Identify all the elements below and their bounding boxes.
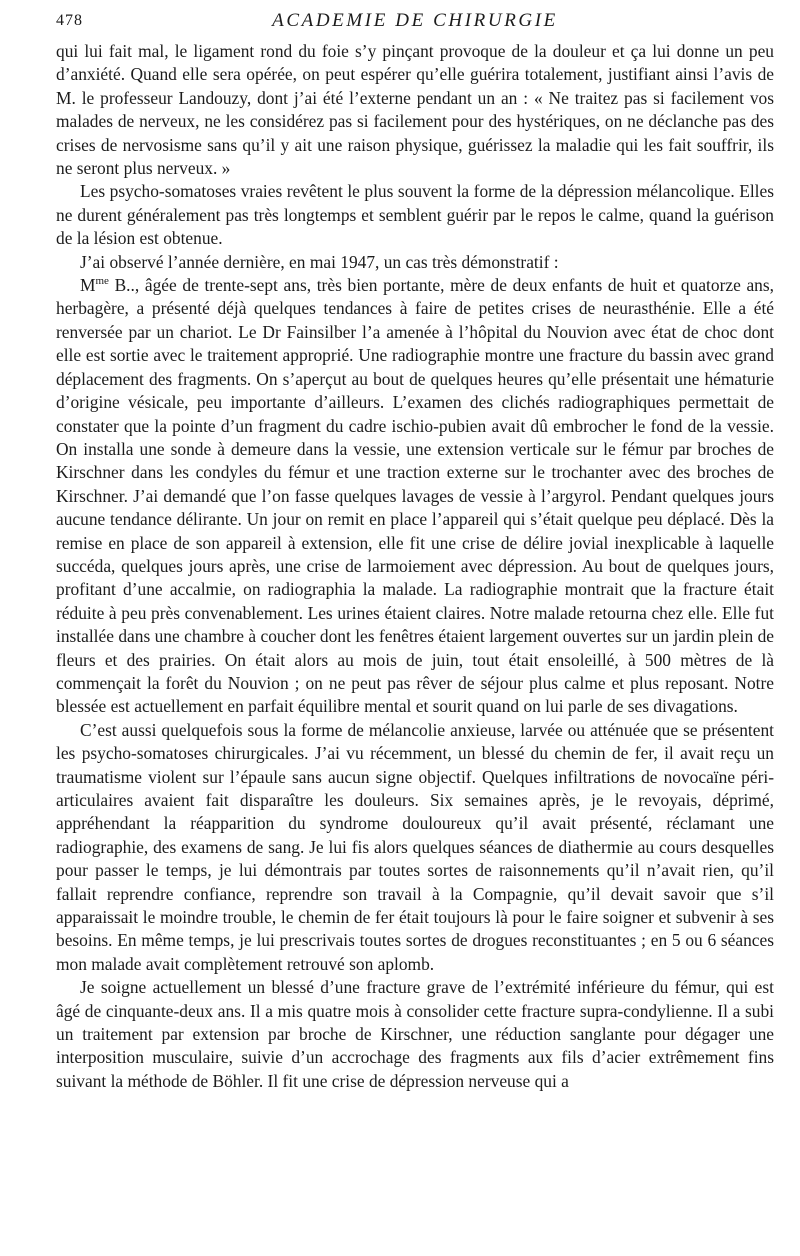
paragraph: J’ai observé l’année dernière, en mai 1947, un cas très démonstratif : bbox=[80, 251, 559, 272]
paragraph: Je soigne actuellement un blessé d’une fracture grave de l’extrémité inférieure du fémur, qui est âgé de cinquante-deux ans. Il a mis quatre mois à consolider cette fracture supra-condylienne. Il a subi un traitement par extension par broche de Kirschner, une réduction sanglante pour dégager une interposition musculaire, suivie d’un accrochage des fragments aux fils d’acier extrêmement fins suivant la méthode de Böhler. Il fit une crise de dépression nerveuse qui a bbox=[56, 977, 774, 1091]
honorific-superscript: me bbox=[95, 275, 109, 288]
body-text bbox=[56, 40, 774, 1093]
paragraph: C’est aussi quelquefois sous la forme de mélancolie anxieuse, larvée ou atténuée que se présentent les psycho-somatoses chirurgicales. J’ai vu récemment, un blessé du chemin de fer, il avait reçu un traumatisme violent sur l’épaule sans aucun signe objectif. Quelques infiltrations de novocaïne péri-articulaires avaient fait disparaître les douleurs. Six semaines après, je le revoyais, déprimé, appréhendant la réapparition du syndrome douloureux qu’il avait présenté, réclamant une radiographie, des examens de sang. Je lui fis alors quelques séances de diathermie au cours desquelles pour passer le temps, je lui démontrais par toutes sortes de raisonnements qu’il n’avait rien, qu’il fallait reprendre confiance, reprendre son travail à la Compagnie, qu’il devait savoir que s’il apparaissait le moindre trouble, le chemin de fer était toujours là pour le faire soigner et subvenir à ses besoins. En même temps, je lui prescrivais toutes sortes de drogues reconstituantes ; en 5 ou 6 séances mon malade avait complètement retrouvé son aplomb. bbox=[56, 719, 774, 974]
paragraph-text: B.., âgée de trente-sept ans, très bien portante, mère de deux enfants de huit et quatorze ans, herbagère, a présenté déjà quelques tendances à faire de petites crises de neurasthénie. Elle a été renversée par un chariot. Le Dr Fainsilber l’a amenée à l’hôpital du Nouvion avec état de choc dont elle est sortie avec le traitement approprié. Une radiographie montre une fracture du bassin avec grand déplacement des fragments. On s’aperçut au bout de quelques heures qu’elle présentait une hématurie d’origine vésicale, peu importante d’ailleurs. L’examen des clichés radiographiques permettait de constater que la pointe d’un fragment du cadre ischio-pubien avait dû embrocher le fond de la vessie. On installa une sonde à demeure dans la vessie, une extension verticale sur le fémur par broches de Kirschner dans les condyles du fémur et une traction externe sur le trochanter avec des broches de Kirschner. J’ai demandé que l’on fasse quelques lavages de vessie à l’argyrol. Pendant quelques jours aucune tendance délirante. Un jour on remit en place l’appareil qui s’était quelque peu déplacé. Dès la remise en place de son appareil à extension, elle fit une crise de délire jovial inexplicable à laquelle succéda, quelques jours après, une crise de larmoiement avec dépression. Au bout de quelques jours, profitant d’une accalmie, on radiographia la malade. La radiographie montrait que la fracture était réduite à peu près convenablement. Les urines étaient claires. Notre malade retourna chez elle. Elle fut installée dans une chambre à coucher dont les fenêtres étaient largement ouvertes sur un jardin plein de fleurs et des prairies. On était alors au mois de juin, tout était ensoleillé, à 500 mètres de là commençait la forêt du Nouvion ; on ne peut pas rêver de séjour plus calme et plus reposant. Notre blessée est actuellement en parfait équilibre mental et sourit quand on lui parle de ses divagations. bbox=[56, 275, 774, 717]
document-page bbox=[56, 10, 774, 1093]
paragraph bbox=[56, 274, 774, 719]
page-number: 478 bbox=[56, 12, 83, 29]
paragraph: Les psycho-somatoses vraies revêtent le plus souvent la forme de la dépression mélancolique. Elles ne durent généralement pas très longtemps et semblent guérir par le repos le calme, quand la guérison de la lésion est obtenue. bbox=[56, 181, 774, 249]
honorific: M bbox=[80, 275, 96, 296]
running-title: ACADEMIE DE CHIRURGIE bbox=[272, 10, 558, 31]
page-header bbox=[56, 10, 774, 40]
paragraph: qui lui fait mal, le ligament rond du foie s’y pinçant provoque de la douleur et ça lui donne un peu d’anxiété. Quand elle sera opérée, on peut espérer qu’elle guérira totalement, justifiant ainsi l’avis de M. le professeur Landouzy, dont j’ai été l’externe pendant un an : « Ne traitez pas si facilement vos malades de nerveux, ne les considérez pas si facilement pour des hystériques, on ne déclanche pas des crises de nervosisme sans qu’il y ait une raison physique, guérissez la maladie qui les fait souffrir, ils ne seront plus nerveux. » bbox=[56, 41, 774, 179]
